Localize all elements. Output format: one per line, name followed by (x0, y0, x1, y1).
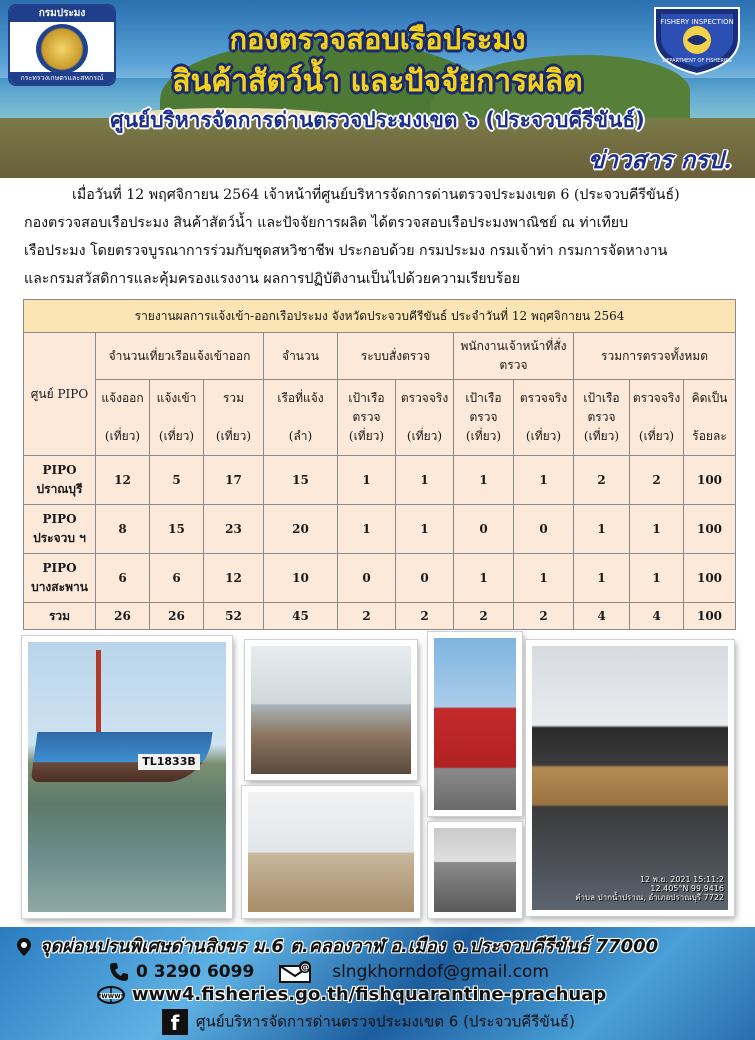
table-cell: 4 (574, 603, 630, 630)
header-title-line1: กองตรวจสอบเรือประมง (229, 22, 526, 56)
table-cell: 1 (396, 505, 454, 554)
table-cell: 0 (338, 554, 396, 603)
table-cell: 0 (454, 505, 514, 554)
boat-mast (96, 650, 101, 740)
table-cell: 15 (150, 505, 204, 554)
footer-contact (0, 927, 755, 1040)
table-cell: 2 (630, 456, 684, 505)
row-center-name: PIPO ประจวบ ฯ (24, 505, 96, 554)
table-cell: 1 (338, 505, 396, 554)
intro-line: เรือประมง โดยตรวจบูรณาการร่วมกับชุดสหวิชาชีพ ประกอบด้วย กรมประมง กรมเจ้าท่า กรมการจัดหางาน (24, 243, 668, 259)
news-tag: ข่าวสาร กรป. (588, 145, 732, 174)
column-header-system-target: เป้าเรือ ตรวจ (เที่ยว) (338, 380, 396, 456)
table-cell: 1 (514, 554, 574, 603)
table-cell: 5 (150, 456, 204, 505)
table-cell: 20 (264, 505, 338, 554)
boat-registration: TL1833B (138, 754, 200, 770)
logo-top-text: กรมประมง (10, 6, 114, 22)
photo-fire-extinguishers (428, 632, 522, 816)
column-group-total: รวมการตรวจทั้งหมด (574, 333, 736, 380)
table-cell: 12 (204, 554, 264, 603)
table-cell: 1 (574, 505, 630, 554)
intro-line: เมื่อวันที่ 12 พฤศจิกายน 2564 เจ้าหน้าที่ศูนย์บริหารจัดการด่านตรวจประมงเขต 6 (ประจวบคีรีขันธ์) (72, 187, 680, 203)
photo-supplies (428, 822, 522, 918)
table-cell: 100 (684, 603, 736, 630)
table-cell: 2 (454, 603, 514, 630)
footer-address: จุดผ่อนปรนพิเศษด่านสิงขร ม.6 ต.คลองวาฬ อ.เมือง จ.ประจวบคีรีขันธ์ 77000 (14, 931, 755, 960)
table-cell: 100 (684, 456, 736, 505)
footer-facebook (162, 1009, 755, 1035)
logo-bottom-text: กระทรวงเกษตรและสหกรณ์ (10, 72, 114, 84)
column-header-percent: คิดเป็น ร้อยละ (684, 380, 736, 456)
facebook-page-name[interactable]: ศูนย์บริหารจัดการด่านตรวจประมงเขต 6 (ประจวบคีรีขันธ์) (196, 1012, 575, 1031)
photo-meeting-room (245, 640, 417, 780)
column-header-boats: เรือที่แจ้ง (ลำ) (264, 380, 338, 456)
column-group-trips: จำนวนเที่ยวเรือแจ้งเข้าออก (96, 333, 264, 380)
table-cell: 1 (574, 554, 630, 603)
svg-text:@: @ (300, 963, 310, 973)
intro-line: และกรมสวัสดิการและคุ้มครองแรงงาน ผลการปฏิบัติงานเป็นไปด้วยความเรียบร้อย (24, 271, 521, 287)
intro-paragraph (24, 181, 736, 293)
header-banner (0, 0, 755, 178)
table-cell: 1 (338, 456, 396, 505)
photo-inspection-meeting (526, 640, 734, 916)
table-cell: 2 (338, 603, 396, 630)
table-cell: 15 (264, 456, 338, 505)
table-cell: 0 (514, 505, 574, 554)
globe-icon (96, 985, 126, 1005)
facebook-icon: f (162, 1009, 188, 1035)
report-table (23, 299, 736, 630)
table-cell: 1 (630, 505, 684, 554)
table-cell: 26 (150, 603, 204, 630)
intro-line: กองตรวจสอบเรือประมง สินค้าสัตว์น้ำ และปัจจัยการผลิต ได้ตรวจสอบเรือประมงพาณิชย์ ณ ท่าเทียบ (24, 215, 629, 231)
row-center-name: PIPO บางสะพาน (24, 554, 96, 603)
website-link[interactable]: www4.fisheries.go.th/fishquarantine-prachuap (132, 984, 607, 1005)
badge-top-text: FISHERY INSPECTION (660, 18, 734, 26)
table-cell: 2 (574, 456, 630, 505)
column-group-officer: พนักงานเจ้าหน้าที่สั่งตรวจ (454, 333, 574, 380)
table-cell: 4 (630, 603, 684, 630)
table-row (24, 456, 736, 505)
column-header-out: แจ้งออก (เที่ยว) (96, 380, 150, 456)
column-header-officer-actual: ตรวจจริง (เที่ยว) (514, 380, 574, 456)
table-cell: 23 (204, 505, 264, 554)
column-group-system: ระบบสั่งตรวจ (338, 333, 454, 380)
table-cell: 10 (264, 554, 338, 603)
column-header-total-target: เป้าเรือ ตรวจ (เที่ยว) (574, 380, 630, 456)
location-icon (14, 937, 34, 957)
column-header-officer-target: เป้าเรือ ตรวจ (เที่ยว) (454, 380, 514, 456)
photo-timestamp: 12 พ.ย. 2021 15:11:2 12.405°N 99.9416 ตำบล ปากน้ำปราณ, อำเภอปราณบุรี 7722 (575, 875, 724, 902)
footer-phone-email (108, 960, 755, 984)
table-cell: 52 (204, 603, 264, 630)
column-header-sum: รวม (เที่ยว) (204, 380, 264, 456)
table-cell: 1 (454, 456, 514, 505)
table-row (24, 505, 736, 554)
photo-fishing-boat (22, 636, 232, 918)
column-group-count: จำนวน (264, 333, 338, 380)
header-title-line2: สินค้าสัตว์น้ำ และปัจจัยการผลิต (172, 64, 583, 99)
table-cell: 2 (514, 603, 574, 630)
table-caption: รายงานผลการแจ้งเข้า-ออกเรือประมง จังหวัดประจวบคีรีขันธ์ ประจำวันที่ 12 พฤศจิกายน 2564 (24, 300, 736, 333)
footer-website (96, 984, 755, 1005)
table-cell: 12 (96, 456, 150, 505)
email-icon (278, 960, 314, 984)
phone-number[interactable]: 0 3290 6099 (136, 962, 255, 982)
table-cell: 6 (96, 554, 150, 603)
total-label: รวม (24, 603, 96, 630)
table-row (24, 554, 736, 603)
table-cell: 100 (684, 505, 736, 554)
table-cell: 2 (396, 603, 454, 630)
column-header-center: ศูนย์ PIPO (24, 333, 96, 456)
row-center-name: PIPO ปราณบุรี (24, 456, 96, 505)
column-header-system-actual: ตรวจจริง (เที่ยว) (396, 380, 454, 456)
table-total-row (24, 603, 736, 630)
table-cell: 100 (684, 554, 736, 603)
svg-text:www: www (101, 992, 121, 1000)
table-cell: 8 (96, 505, 150, 554)
column-header-total-actual: ตรวจจริง (เที่ยว) (630, 380, 684, 456)
table-cell: 6 (150, 554, 204, 603)
table-cell: 1 (396, 456, 454, 505)
table-cell: 1 (514, 456, 574, 505)
badge-bottom-text: DEPARTMENT OF FISHERIES (662, 58, 732, 64)
photo-officers-desk (242, 786, 420, 918)
table-cell: 45 (264, 603, 338, 630)
header-subtitle: ศูนย์บริหารจัดการด่านตรวจประมงเขต ๖ (ประจวบคีรีขันธ์) (110, 108, 645, 132)
table-cell: 26 (96, 603, 150, 630)
email-address[interactable]: slngkhorndof@gmail.com (332, 962, 549, 982)
table-cell: 1 (454, 554, 514, 603)
table-cell: 17 (204, 456, 264, 505)
column-header-in: แจ้งเข้า (เที่ยว) (150, 380, 204, 456)
phone-icon (108, 961, 130, 983)
table-cell: 0 (396, 554, 454, 603)
table-cell: 1 (630, 554, 684, 603)
